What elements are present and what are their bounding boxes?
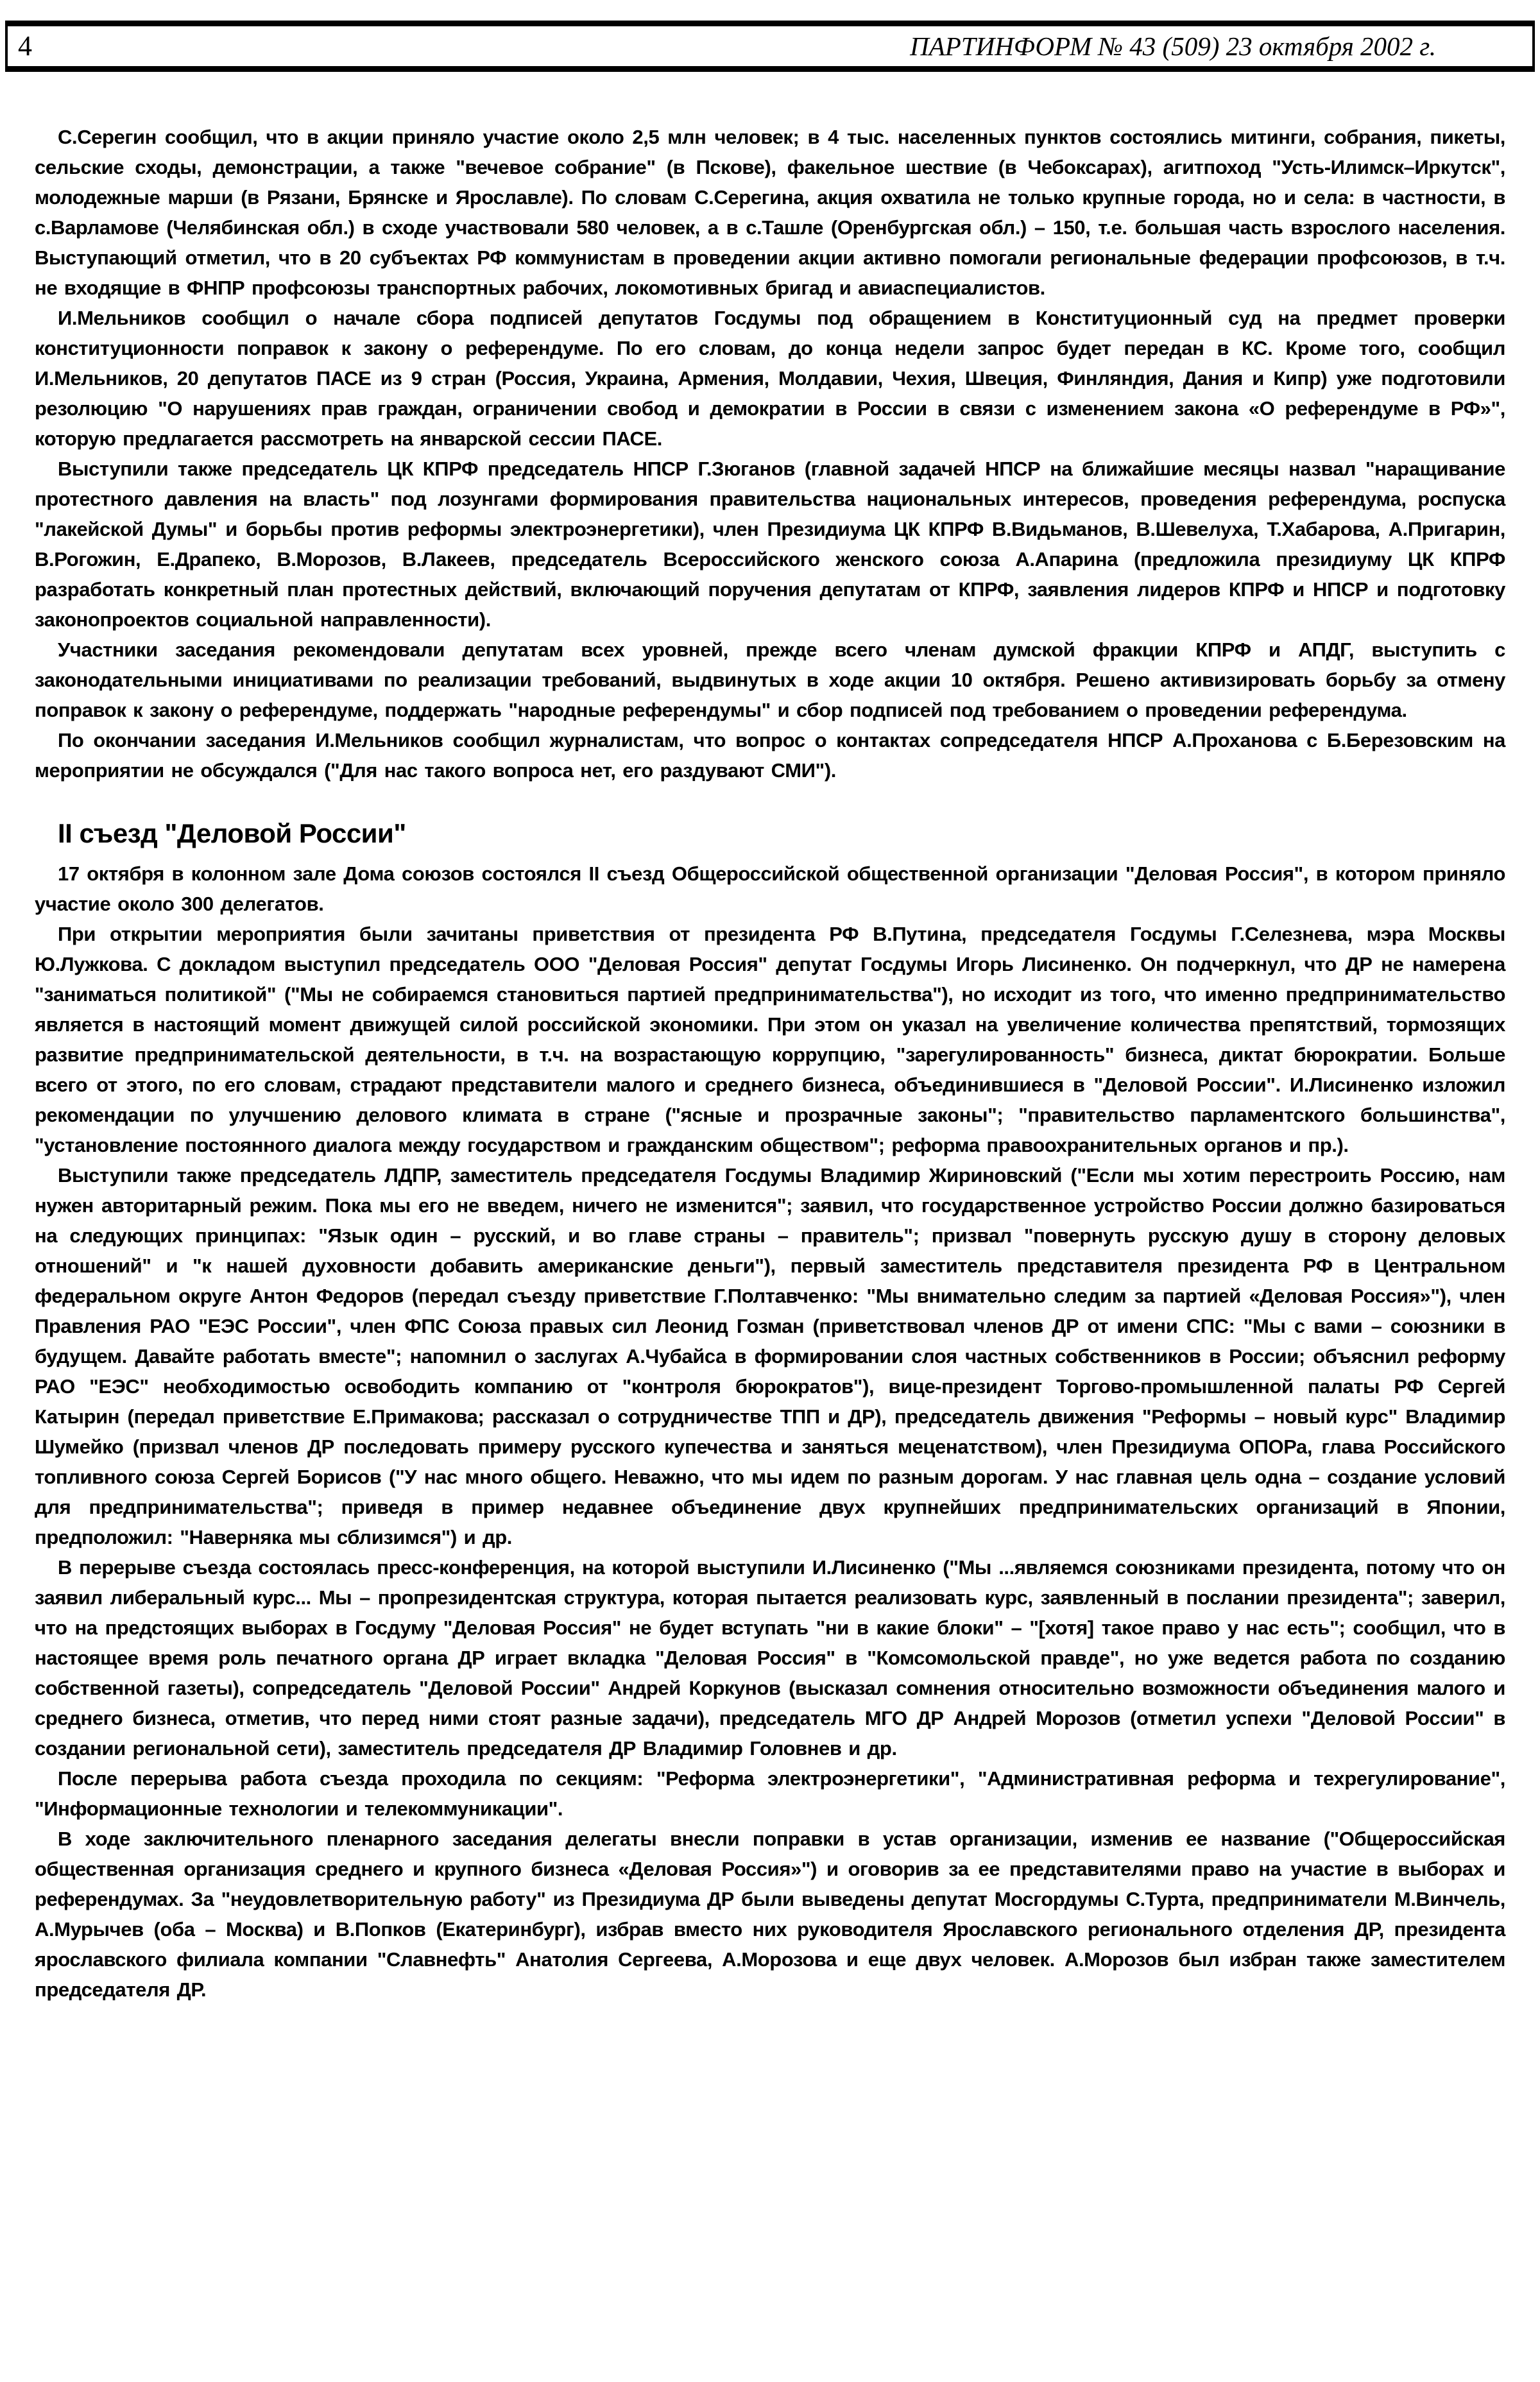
article-heading: II съезд "Деловой России" <box>58 818 406 848</box>
paragraph-congress-intro: 17 октября в колонном зале Дома союзов состоялся II съезд Общероссийской общественной организации "Деловая Россия", в котором приняло участие около 300 делегатов. <box>35 862 1505 916</box>
paragraph-seregin-action: С.Серегин сообщил, что в акции приняло участие около 2,5 млн человек; в 4 тыс. населенных пунктов состоялись митинги, собрания, пикеты, сельские сходы, демонстрации, а также "вечевое собрание" (в Пскове), факельное шествие (в Чебоксарах), агитпоход "Усть-Илимск–Иркутск", молодежные марши (в Рязани, Брянске и Ярославле). По словам С.Серегина, акция охватила не только крупные города, но и села: в частности, в с.Варламове (Челябинская обл.) в сходе участвовали 580 человек, а в с.Ташле (Оренбургская обл.) – 150, т.е. большая часть взрослого населения. Выступающий отметил, что в 20 субъектах РФ коммунистам в проведении акции активно помогали региональные федерации профсоюзов, в т.ч. не входящие в ФНПР профсоюзы транспортных рабочих, локомотивных бригад и авиаспециалистов. <box>35 126 1505 299</box>
paragraph-melnikov-press: По окончании заседания И.Мельников сообщил журналистам, что вопрос о контактах сопредседателя НПСР А.Проханова с Б.Березовским на мероприятии не обсуждался ("Для нас такого вопроса нет, его раздувают СМИ"). <box>35 729 1505 782</box>
page-header <box>5 21 1535 72</box>
paragraph-melnikov-signatures: И.Мельников сообщил о начале сбора подписей депутатов Госдумы под обращением в Конституционный суд на предмет проверки конституционности поправок к закону о референдуме. По его словам, до конца недели запрос будет передан в КС. Кроме того, сообщил И.Мельников, 20 депутатов ПАСЕ из 9 стран (Россия, Украина, Армения, Молдавии, Чехия, Швеция, Финляндия, Дания и Кипр) уже подготовили резолюцию "О нарушениях прав граждан, ограничении свобод и демократии в России в связи с изменением закона «О референдуме в РФ»", которую предлагается рассмотреть на январской сессии ПАСЕ. <box>35 307 1505 450</box>
paragraph-final-plenary: В ходе заключительного пленарного заседания делегаты внесли поправки в устав организации, изменив ее название ("Общероссийская общественная организация среднего и крупного бизнеса «Деловая Россия»") и оговорив за ее представителями право на участие в выборах и референдумах. За "неудовлетворительную работу" из Президиума ДР были выведены депутат Мосгордумы С.Турта, предприниматели М.Винчель, А.Мурычев (оба – Москва) и В.Попков (Екатеринбург), избрав вместо них руководителя Ярославского регионального отделения ДР, президента ярославского филиала компании "Славнефть" Анатолия Сергеева, А.Морозова и еще двух человек. А.Морозов был избран также заместителем председателя ДР. <box>35 1828 1505 2001</box>
paragraph-zyuganov-speakers: Выступили также председатель ЦК КПРФ председатель НПСР Г.Зюганов (главной задачей НПСР на ближайшие месяцы назвал "наращивание протестного давления на власть" под лозунгами формирования правительства национальных интересов, проведения референдума, роспуска "лакейской Думы" и борьбы против реформы электроэнергетики), член Президиума ЦК КПРФ В.Видьманов, В.Шевелуха, Т.Хабарова, А.Пригарин, В.Рогожин, Е.Драпеко, В.Морозов, В.Лакеев, председатель Всероссийского женского союза А.Апарина (предложила президиуму ЦК КПРФ разработать конкретный план протестных действий, включающий поручения депутатам от КПРФ, заявления лидеров КПРФ и НПСР и подготовку законопроектов социальной направленности). <box>35 458 1505 631</box>
article-body <box>35 122 1505 2005</box>
masthead-title: ПАРТИНФОРМ № 43 (509) 23 октября 2002 г. <box>910 31 1436 61</box>
paragraph-congress-speakers: Выступили также председатель ЛДПР, заместитель председателя Госдумы Владимир Жириновский ("Если мы хотим перестроить Россию, нам нужен авторитарный режим. Пока мы его не введем, ничего не изменится"; заявил, что государственное устройство России должно базироваться на следующих принципах: "Язык один – русский, и во главе страны – правитель"; призвал "повернуть русскую душу в сторону деловых отношений" и "к нашей духовности добавить американские деньги"), первый заместитель представителя президента РФ в Центральном федеральном округе Антон Федоров (передал съезду приветствие Г.Полтавченко: "Мы внимательно следим за партией «Деловая Россия»"), член Правления РАО "ЕЭС России", член ФПС Союза правых сил Леонид Гозман (приветствовал членов ДР от имени СПС: "Мы с вами – союзники в будущем. Давайте работать вместе"; напомнил о заслугах А.Чубайса в формировании слоя частных собственников в России; объяснил реформу РАО "ЕЭС" необходимостью освободить компанию от "контроля бюрократов"), вице-президент Торгово-промышленной палаты РФ Сергей Катырин (передал приветствие Е.Примакова; рассказал о сотрудничестве ТПП и ДР), председатель движения "Реформы – новый курс" Владимир Шумейко (призвал членов ДР последовать примеру русского купечества и заняться меценатством), член Президиума ОПОРа, глава Российского топливного союза Сергей Борисов ("У нас много общего. Неважно, что мы идем по разным дорогам. У нас главная цель одна – создание условий для предпринимательства"; приведя в пример недавнее объединение двух крупнейших предпринимательских организаций в Японии, предположил: "Наверняка мы сблизимся") и др. <box>35 1164 1505 1549</box>
paragraph-recommendations: Участники заседания рекомендовали депутатам всех уровней, прежде всего членам думской фракции КПРФ и АПДГ, выступить с законодательными инициативами по реализации требований, выдвинутых в ходе акции 10 октября. Решено активизировать борьбу за отмену поправок к закону о референдуме, поддержать "народные референдумы" и сбор подписей под требованием о проведении референдума. <box>35 638 1505 721</box>
page-number: 4 <box>18 30 32 62</box>
paragraph-press-conference: В перерыве съезда состоялась пресс-конференция, на которой выступили И.Лисиненко ("Мы ...являемся союзниками президента, потому что он заявил либеральный курс... Мы – пропрезидентская структура, которая пытается реализовать курс, заявленный в послании президента"; заверил, что на предстоящих выборах в Госдуму "Деловая Россия" не будет вступать "ни в какие блоки" – "[хотя] такое право у нас есть"; сообщил, что в настоящее время роль печатного органа ДР играет вкладка "Деловая Россия" в "Комсомольской правде", но уже ведется работа по созданию собственной газеты), сопредседатель "Деловой России" Андрей Коркунов (высказал сомнения относительно возможности объединения малого и среднего бизнеса, отметив, что перед ними стоят разные задачи), председатель МГО ДР Андрей Морозов (отметил успехи "Деловой России" в создании региональной сети), заместитель председателя ДР Владимир Головнев и др. <box>35 1556 1505 1760</box>
paragraph-congress-opening: При открытии мероприятия были зачитаны приветствия от президента РФ В.Путина, председателя Госдумы Г.Селезнева, мэра Москвы Ю.Лужкова. С докладом выступил председатель ООО "Деловая Россия" депутат Госдумы Игорь Лисиненко. Он подчеркнул, что ДР не намерена "заниматься политикой" ("Мы не собираемся становиться партией предпринимательства"), но исходит из того, что именно предпринимательство является в настоящий момент движущей силой российской экономики. При этом он указал на увеличение количества препятствий, тормозящих развитие предпринимательской деятельности, в т.ч. на возрастающую коррупцию, "зарегулированность" бизнеса, диктат бюрократии. Больше всего от этого, по его словам, страдают представители малого и среднего бизнеса, объединившиеся в "Деловой России". И.Лисиненко изложил рекомендации по улучшению делового климата в стране ("ясные и прозрачные законы"; "правительство парламентского большинства", "установление постоянного диалога между государством и гражданским обществом"; реформа правоохранительных органов и пр.). <box>35 923 1505 1157</box>
paragraph-sections: После перерыва работа съезда проходила по секциям: "Реформа электроэнергетики", "Административная реформа и техрегулирование", "Информационные технологии и телекоммуникации". <box>35 1767 1505 1821</box>
